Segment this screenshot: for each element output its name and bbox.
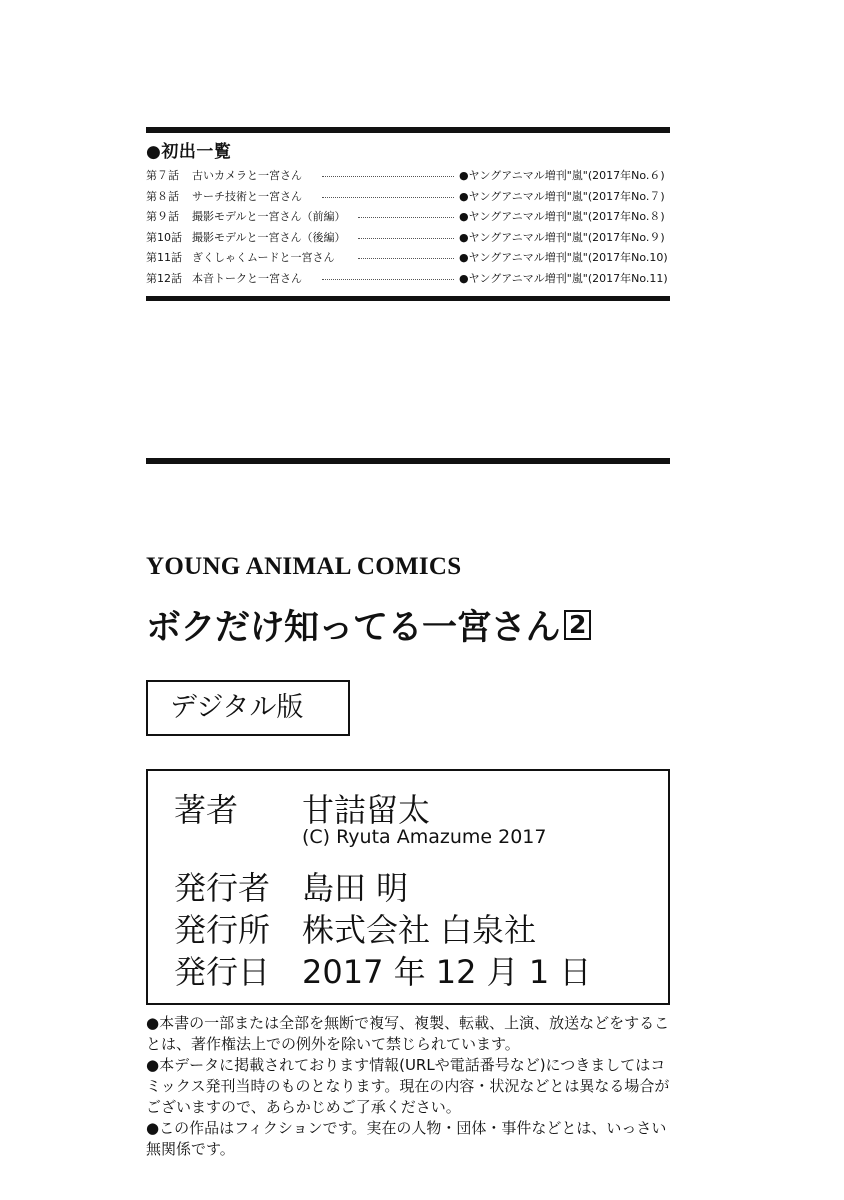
book-title-text: ボクだけ知ってる一宮さん bbox=[146, 608, 561, 648]
chapter-number: 第９話 bbox=[146, 210, 179, 224]
leader-dots bbox=[322, 176, 454, 177]
list-bottom-divider bbox=[146, 296, 670, 301]
publication-date-row bbox=[174, 947, 591, 993]
list-item bbox=[146, 228, 670, 249]
publication-source: ●ヤングアニマル増刊"嵐"(2017年No.11) bbox=[459, 271, 668, 285]
copyright-warning: ●本書の一部または全部を無断で複写、複製、転載、上演、放送などをすることは、著作権法上での例外を除いて禁じられています。 bbox=[146, 1014, 670, 1053]
publication-date: 2017 年 12 月 1 日 bbox=[302, 953, 592, 991]
list-item bbox=[146, 187, 670, 208]
copyright-notice: (C) Ryuta Amazume 2017 bbox=[302, 826, 547, 848]
publisher-person-row bbox=[174, 863, 408, 909]
publication-source: ●ヤングアニマル増刊"嵐"(2017年No.10) bbox=[459, 251, 668, 265]
list-item bbox=[146, 166, 670, 187]
publication-source: ●ヤングアニマル増刊"嵐"(2017年No.８) bbox=[459, 210, 665, 224]
fiction-disclaimer: ●この作品はフィクションです。実在の人物・団体・事件などとは、いっさい無関係です。 bbox=[146, 1119, 667, 1158]
publisher-name: 株式会社 白泉社 bbox=[302, 911, 537, 949]
leader-dots bbox=[358, 258, 454, 259]
publication-source: ●ヤングアニマル増刊"嵐"(2017年No.７) bbox=[459, 189, 665, 203]
publication-source: ●ヤングアニマル増刊"嵐"(2017年No.９) bbox=[459, 230, 665, 244]
list-item bbox=[146, 269, 670, 290]
leader-dots bbox=[322, 279, 454, 280]
series-label: YOUNG ANIMAL COMICS bbox=[146, 553, 462, 580]
list-item bbox=[146, 248, 670, 269]
information-disclaimer: ●本データに掲載されております情報(URLや電話番号など)につきましてはコミックス発刊当時のものとなります。現在の内容・状況などとは異なる場合がございますので、あらかじめご了承ください。 bbox=[146, 1056, 670, 1116]
chapter-title: 撮影モデルと一宮さん（後編） bbox=[192, 230, 346, 244]
publisher-person-label: 発行者 bbox=[174, 869, 271, 907]
chapter-title: 撮影モデルと一宮さん（前編） bbox=[192, 210, 346, 224]
chapter-title: サーチ技術と一宮さん bbox=[192, 189, 302, 203]
chapter-title: 本音トークと一宮さん bbox=[192, 271, 302, 285]
publisher-label: 発行所 bbox=[174, 911, 271, 949]
volume-number: 2 bbox=[564, 610, 591, 640]
edition-label: デジタル版 bbox=[146, 680, 350, 736]
publisher-person-name: 島田 明 bbox=[302, 869, 409, 907]
author-name: 甘詰留太 bbox=[302, 791, 431, 829]
chapter-title: ぎくしゃくムードと一宮さん bbox=[192, 251, 335, 265]
author-label: 著者 bbox=[174, 791, 239, 829]
chapter-title: 古いカメラと一宮さん bbox=[192, 169, 302, 182]
chapter-number: 第12話 bbox=[146, 271, 182, 285]
publication-date-label: 発行日 bbox=[174, 953, 271, 991]
leader-dots bbox=[358, 217, 454, 218]
middle-divider bbox=[146, 458, 670, 464]
chapter-number: 第７話 bbox=[146, 169, 179, 182]
chapter-number: 第10話 bbox=[146, 230, 182, 244]
publisher-row bbox=[174, 905, 536, 951]
legal-notices bbox=[146, 1013, 676, 1160]
first-publication-list bbox=[146, 166, 670, 290]
chapter-number: 第８話 bbox=[146, 189, 179, 203]
colophon-box bbox=[146, 769, 670, 1005]
leader-dots bbox=[322, 197, 454, 198]
book-title bbox=[146, 600, 591, 650]
chapter-number: 第11話 bbox=[146, 251, 182, 265]
leader-dots bbox=[358, 238, 454, 239]
author-row bbox=[174, 785, 430, 831]
first-publication-heading: ●初出一覧 bbox=[146, 142, 232, 162]
top-divider bbox=[146, 127, 670, 133]
publication-source: ●ヤングアニマル増刊"嵐"(2017年No.６) bbox=[459, 169, 665, 182]
list-item bbox=[146, 207, 670, 228]
